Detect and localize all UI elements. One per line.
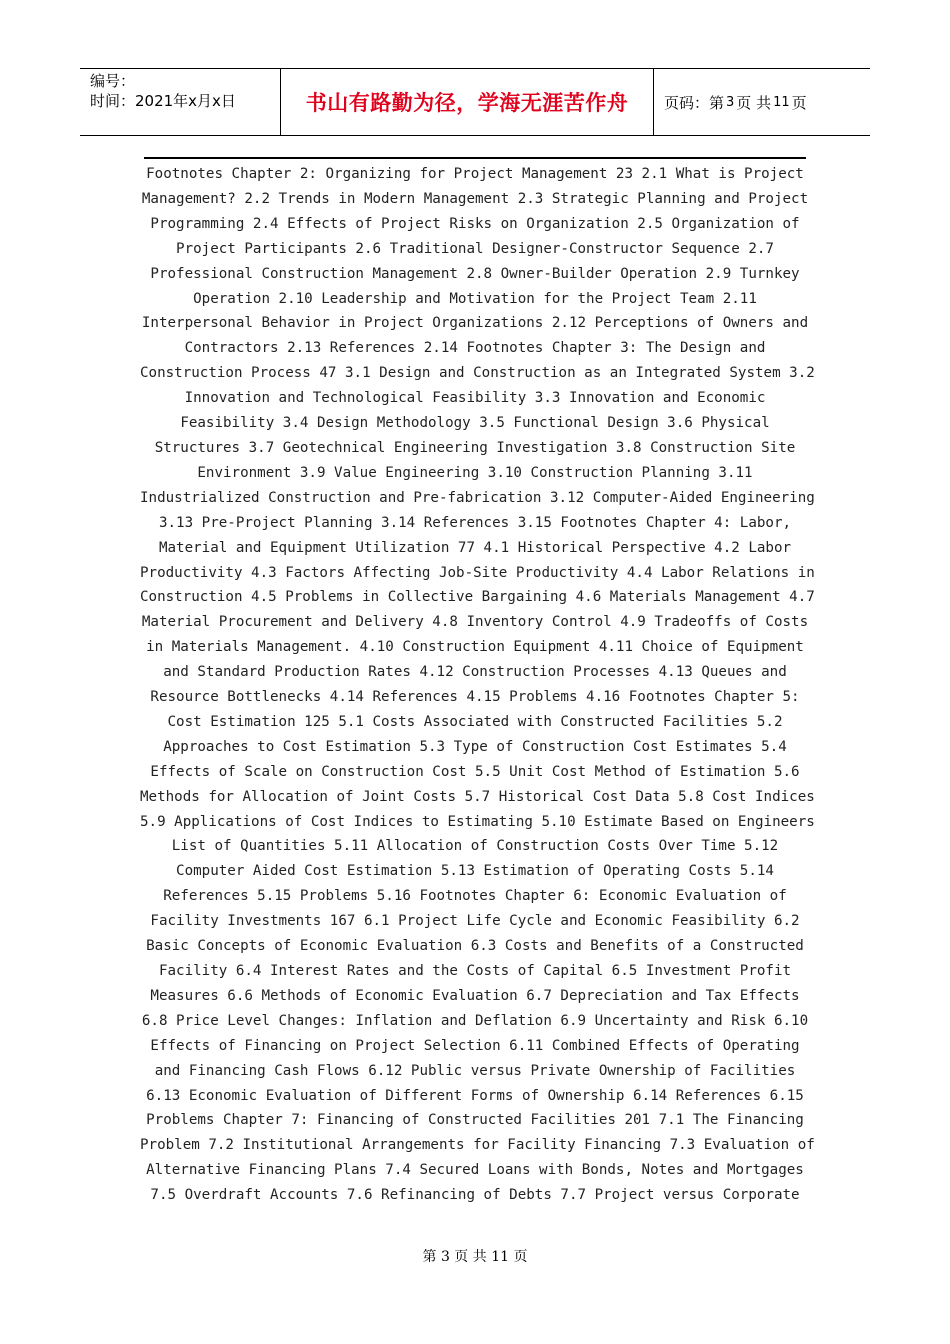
body-line: Productivity 4.3 Factors Affecting Job-Site Productivity 4.4 Labor Relations in: [140, 564, 815, 581]
body-line: Construction Process 47 3.1 Design and Construction as an Integrated System 3.2: [140, 365, 815, 382]
body-line: Problems Chapter 7: Financing of Constructed Facilities 201 7.1 The Financing: [146, 1112, 804, 1129]
body-line: Effects of Scale on Construction Cost 5.5 Unit Cost Method of Estimation 5.6: [150, 763, 800, 780]
page-suffix: 页: [791, 93, 807, 112]
header-info-cell: [80, 69, 281, 135]
body-line: Alternative Financing Plans 7.4 Secured Loans with Bonds, Notes and Mortgages: [146, 1162, 804, 1179]
header-motto: 书山有路勤为径，学海无涯苦作舟: [281, 69, 654, 135]
body-line: Environment 3.9 Value Engineering 3.10 Construction Planning 3.11: [197, 464, 753, 481]
body-line: Facility Investments 167 6.1 Project Life Cycle and Economic Feasibility 6.2: [150, 913, 800, 930]
body-line: Feasibility 3.4 Design Methodology 3.5 Functional Design 3.6 Physical: [180, 415, 770, 432]
body-line: References 5.15 Problems 5.16 Footnotes Chapter 6: Economic Evaluation of: [163, 888, 787, 905]
body-line: Interpersonal Behavior in Project Organizations 2.12 Perceptions of Owners and: [141, 315, 809, 332]
page-prefix: 页码：第: [664, 93, 725, 112]
date-label: 时间：2021年x月x日: [90, 92, 236, 110]
body-line: 6.13 Economic Evaluation of Different Forms of Ownership 6.14 References 6.15: [146, 1087, 804, 1104]
body-line: Approaches to Cost Estimation 5.3 Type of Construction Cost Estimates 5.4: [163, 738, 787, 755]
top-rule: [144, 157, 806, 159]
body-line: 7.5 Overdraft Accounts 7.6 Refinancing of Debts 7.7 Project versus Corporate: [150, 1187, 800, 1204]
body-line: Problem 7.2 Institutional Arrangements for Facility Financing 7.3 Evaluation of: [140, 1137, 815, 1154]
body-text: [140, 162, 815, 1208]
body-line: Basic Concepts of Economic Evaluation 6.3 Costs and Benefits of a Constructed: [146, 938, 804, 955]
body-line: Management? 2.2 Trends in Modern Management 2.3 Strategic Planning and Project: [141, 190, 809, 207]
body-line: Innovation and Technological Feasibility 3.3 Innovation and Economic: [184, 390, 766, 407]
body-line: List of Quantities 5.11 Allocation of Construction Costs Over Time 5.12: [171, 838, 779, 855]
body-line: Material and Equipment Utilization 77 4.1 Historical Perspective 4.2 Labor: [158, 539, 792, 556]
body-line: and Financing Cash Flows 6.12 Public versus Private Ownership of Facilities: [154, 1062, 796, 1079]
body-line: Structures 3.7 Geotechnical Engineering Investigation 3.8 Construction Site: [154, 439, 796, 456]
body-line: Operation 2.10 Leadership and Motivation for the Project Team 2.11: [193, 290, 757, 307]
body-line: Resource Bottlenecks 4.14 References 4.15 Problems 4.16 Footnotes Chapter 5:: [150, 689, 800, 706]
body-line: 3.13 Pre-Project Planning 3.14 References 3.15 Footnotes Chapter 4: Labor,: [158, 514, 792, 531]
body-line: 5.9 Applications of Cost Indices to Estimating 5.10 Estimate Based on Engineers: [140, 813, 815, 830]
page-header: [80, 68, 870, 136]
body-line: Project Participants 2.6 Traditional Designer-Constructor Sequence 2.7: [176, 240, 774, 257]
body-line: Material Procurement and Delivery 4.8 Inventory Control 4.9 Tradeoffs of Costs: [141, 614, 809, 631]
page-current: 3: [726, 94, 735, 110]
body-line: Cost Estimation 125 5.1 Costs Associated with Constructed Facilities 5.2: [167, 713, 783, 730]
page-footer: 第 3 页 共 11 页: [422, 1249, 528, 1265]
body-line: Construction 4.5 Problems in Collective Bargaining 4.6 Materials Management 4.7: [140, 589, 815, 606]
page-mid: 页 共: [736, 93, 772, 112]
body-line: and Standard Production Rates 4.12 Construction Processes 4.13 Queues and: [163, 664, 787, 681]
body-line: Facility 6.4 Interest Rates and the Costs of Capital 6.5 Investment Profit: [158, 963, 792, 979]
body-line: in Materials Management. 4.10 Construction Equipment 4.11 Choice of Equipment: [146, 639, 804, 656]
body-line: Computer Aided Cost Estimation 5.13 Estimation of Operating Costs 5.14: [176, 863, 774, 880]
body-line: Industrialized Construction and Pre-fabrication 3.12 Computer-Aided Engineering: [140, 489, 815, 506]
header-page-number: [654, 69, 870, 135]
body-line: Professional Construction Management 2.8 Owner-Builder Operation 2.9 Turnkey: [150, 265, 800, 282]
serial-label: 编号：: [90, 72, 136, 90]
body-line: Effects of Financing on Project Selection 6.11 Combined Effects of Operating: [150, 1037, 800, 1054]
body-line: Programming 2.4 Effects of Project Risks on Organization 2.5 Organization of: [150, 215, 800, 232]
body-line: Footnotes Chapter 2: Organizing for Project Management 23 2.1 What is Project: [146, 166, 804, 182]
body-line: 6.8 Price Level Changes: Inflation and Deflation 6.9 Uncertainty and Risk 6.10: [141, 1012, 809, 1029]
body-line: Contractors 2.13 References 2.14 Footnotes Chapter 3: The Design and: [184, 340, 766, 357]
body-line: Methods for Allocation of Joint Costs 5.7 Historical Cost Data 5.8 Cost Indices: [140, 788, 815, 805]
page-total: 11: [773, 94, 790, 110]
body-line: Measures 6.6 Methods of Economic Evaluation 6.7 Depreciation and Tax Effects: [150, 987, 800, 1004]
